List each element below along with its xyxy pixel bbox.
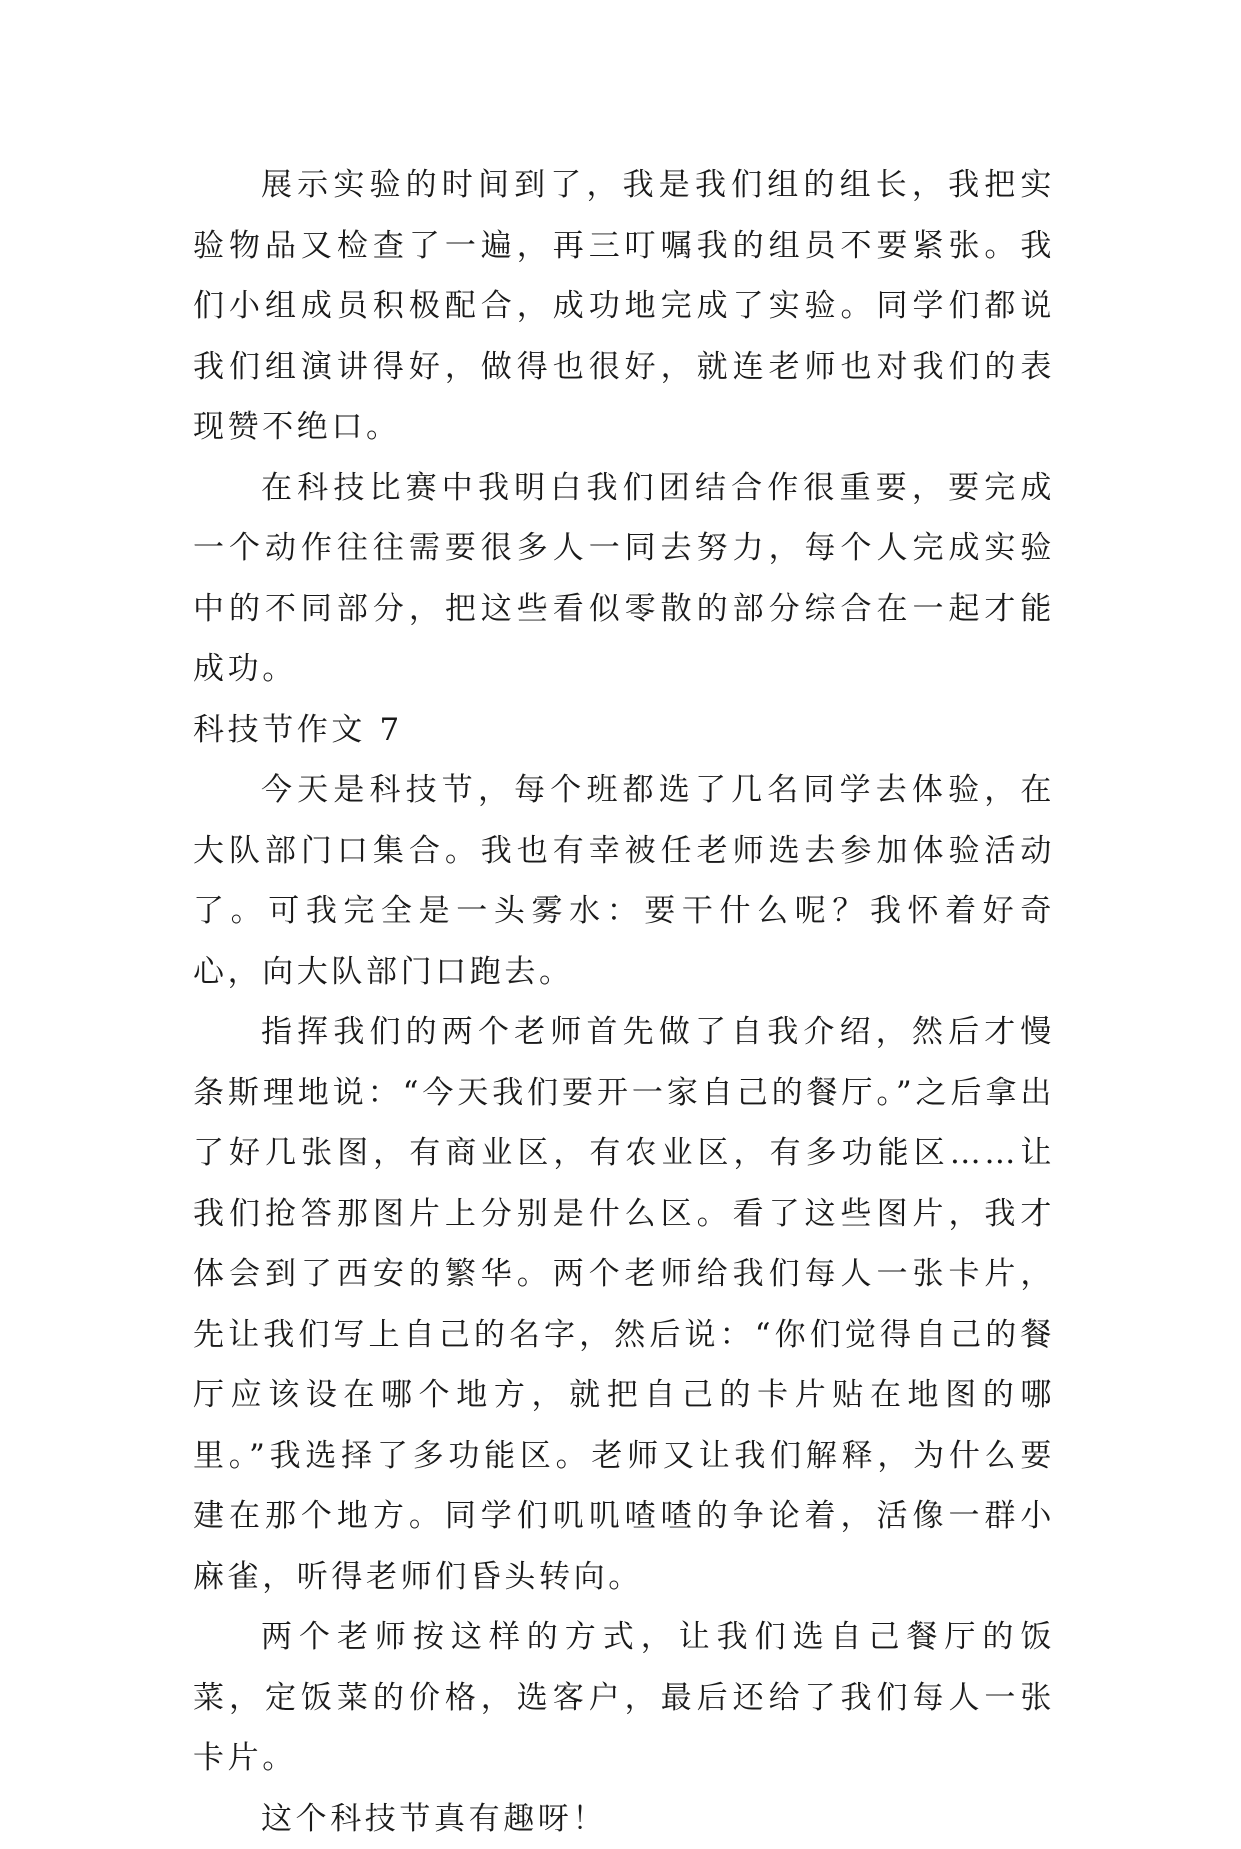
paragraph: 今天是科技节，每个班都选了几名同学去体验，在大队部门口集合。我也有幸被任老师选去参加体验活动了。可我完全是一头雾水：要干什么呢？我怀着好奇心，向大队部门口跑去。 [193,760,1055,1002]
paragraph: 展示实验的时间到了，我是我们组的组长，我把实验物品又检查了一遍，再三叮嘱我的组员不要紧张。我们小组成员积极配合，成功地完成了实验。同学们都说我们组演讲得好，做得也很好，就连老师也对我们的表现赞不绝口。 [193,155,1055,458]
section-title: 科技节作文 7 [193,700,1055,761]
paragraph: 两个老师按这样的方式，让我们选自己餐厅的饭菜，定饭菜的价格，选客户，最后还给了我们每人一张卡片。 [193,1607,1055,1789]
paragraph: 这个科技节真有趣呀！ [193,1789,1055,1849]
paragraph: 在科技比赛中我明白我们团结合作很重要，要完成一个动作往往需要很多人一同去努力，每个人完成实验中的不同部分，把这些看似零散的部分综合在一起才能成功。 [193,458,1055,700]
paragraph: 指挥我们的两个老师首先做了自我介绍，然后才慢条斯理地说：“今天我们要开一家自己的餐厅。”之后拿出了好几张图，有商业区，有农业区，有多功能区……让我们抢答那图片上分别是什么区。看了这些图片，我才体会到了西安的繁华。两个老师给我们每人一张卡片，先让我们写上自己的名字，然后说：“你们觉得自己的餐厅应该设在哪个地方，就把自己的卡片贴在地图的哪里。”我选择了多功能区。老师又让我们解释，为什么要建在那个地方。同学们叽叽喳喳的争论着，活像一群小麻雀，听得老师们昏头转向。 [193,1002,1055,1607]
document-body [193,155,1055,1849]
